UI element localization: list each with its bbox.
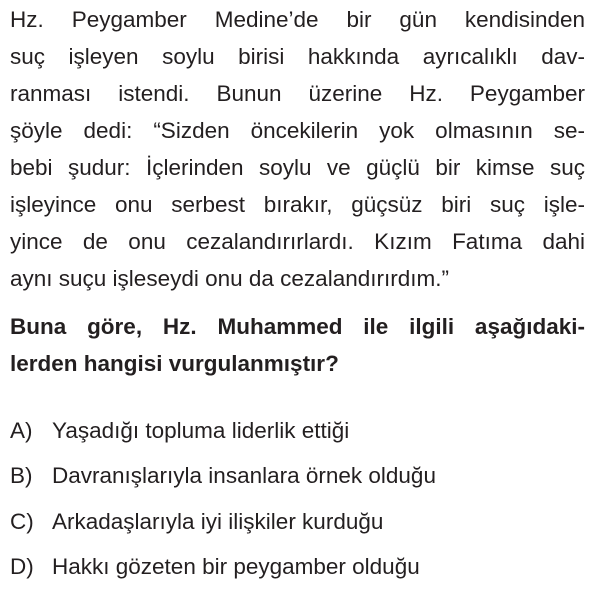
passage-line: ranması istendi. Bunun üzerine Hz. Peygamber [10, 81, 585, 106]
passage-line: Hz. Peygamber Medine’de bir gün kendisinden [10, 7, 585, 32]
question-line: lerden hangisi vurgulanmıştır? [10, 351, 339, 376]
passage-line: bebi şudur: İçlerinden soylu ve güçlü bir kimse suç [10, 155, 585, 180]
option-text: Hakkı gözeten bir peygamber olduğu [52, 554, 420, 579]
option-letter: D) [10, 554, 34, 579]
option-b[interactable] [10, 461, 436, 491]
passage-line: suç işleyen soylu birisi hakkında ayrıcalıklı dav- [10, 44, 585, 69]
option-letter: B) [10, 463, 33, 488]
question-page [10, 0, 585, 594]
option-a[interactable] [10, 416, 349, 446]
passage-line: işleyince onu serbest bırakır, güçsüz biri suç işle- [10, 192, 585, 217]
option-text: Davranışlarıyla insanlara örnek olduğu [52, 463, 436, 488]
passage-line: şöyle dedi: “Sizden öncekilerin yok olmasının se- [10, 118, 585, 143]
option-text: Arkadaşlarıyla iyi ilişkiler kurduğu [52, 509, 384, 534]
question-line: Buna göre, Hz. Muhammed ile ilgili aşağıdaki- [10, 314, 585, 339]
passage-line: yince de onu cezalandırırlardı. Kızım Fatıma dahi [10, 229, 585, 254]
option-letter: A) [10, 418, 33, 443]
option-d[interactable] [10, 552, 420, 582]
passage-line: aynı suçu işleseydi onu da cezalandırırdım.” [10, 266, 449, 291]
option-text: Yaşadığı topluma liderlik ettiği [52, 418, 350, 443]
option-letter: C) [10, 509, 34, 534]
option-c[interactable] [10, 507, 383, 537]
